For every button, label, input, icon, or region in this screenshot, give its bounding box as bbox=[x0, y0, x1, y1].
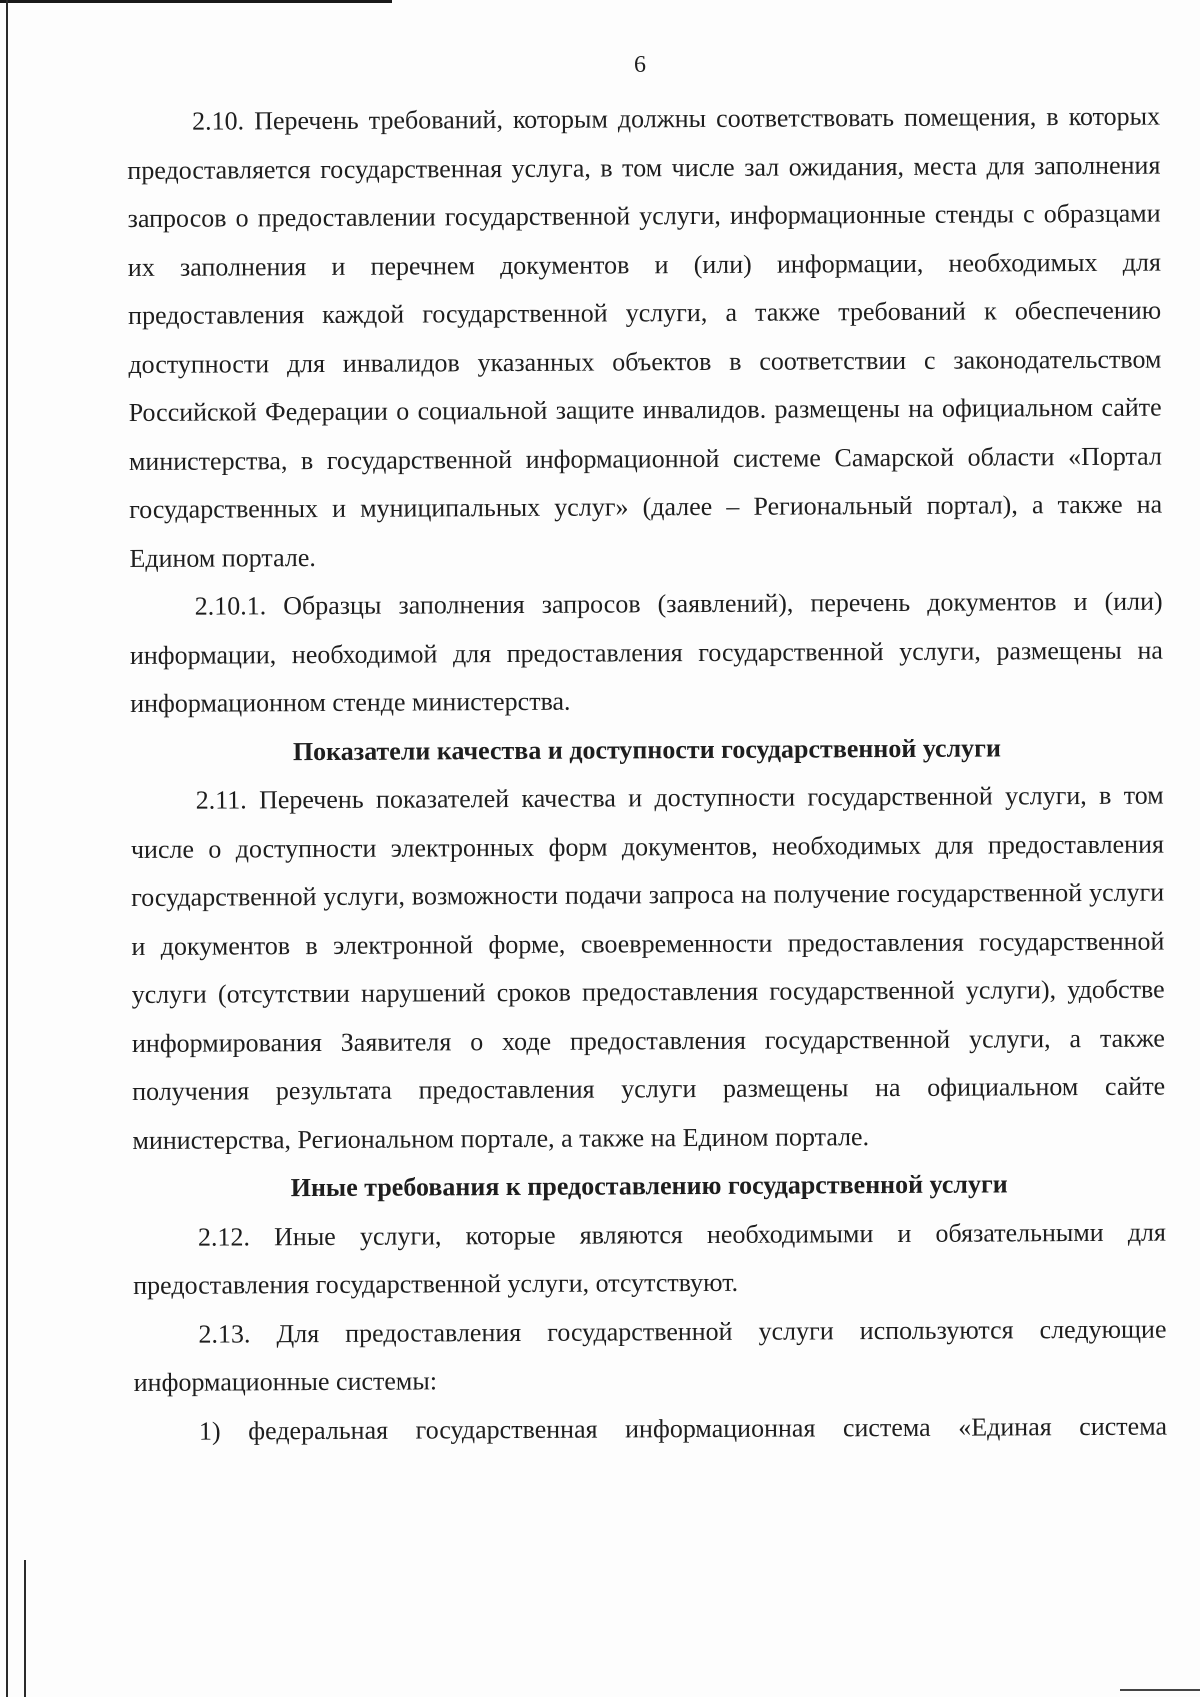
section-heading-quality: Показатели качества и доступности государственной услуги bbox=[292, 732, 1002, 766]
paragraph-2-11: 2.11. Перечень показателей качества и доступности государственной услуги, в том числе о доступности электронных форм документов, необходимых для предоставления государственной услуги, возможности подачи запроса на получение государственной услуги и документов в электронной форме, своевременности предоставления государственной услуги (отсутствии нарушений сроков предоставления государственной услуги), удобстве информирования Заявителя о ходе предоставления государственной услуги, а также получения результата предоставления услуги размещены на официальном сайте министерства, Региональном портале, а также на Едином портале. bbox=[130, 780, 1166, 1155]
list-item-1: 1) федеральная государственная информационная система «Единая система bbox=[198, 1411, 1168, 1446]
paragraph-2-13: 2.13. Для предоставления государственной услуги используются следующие информационные системы: bbox=[133, 1314, 1167, 1397]
scan-edge-bottom bbox=[1120, 1689, 1200, 1691]
paragraph-2-12: 2.12. Иные услуги, которые являются необходимыми и обязательными для предоставления государственной услуги, отсутствуют. bbox=[133, 1217, 1167, 1300]
document-body bbox=[127, 93, 1167, 1456]
paragraph-2-10-1: 2.10.1. Образцы заполнения запросов (заявлений), перечень документов и (или) информации, необходимой для предоставления государственной услуги, размещены на информационном стенде министерства. bbox=[129, 586, 1163, 718]
page-number: 6 bbox=[634, 52, 646, 78]
scan-edge-left bbox=[6, 0, 8, 1697]
scan-edge-left-lower bbox=[24, 1560, 26, 1697]
scan-edge-top bbox=[0, 0, 392, 3]
paragraph-2-10: 2.10. Перечень требований, которым должны соответствовать помещения, в которых предоставляется государственная услуга, в том числе зал ожидания, места для заполнения запросов о предоставлении государственной услуги, информационные стенды с образцами их заполнения и перечнем документов и (или) информации, необходимых для предоставления каждой государственной услуги, а также требований к обеспечению доступности для инвалидов указанных объектов в соответствии с законодательством Российской Федерации о социальной защите инвалидов. размещены на официальном сайте министерства, в государственной информационной системе Самарской области «Портал государственных и муниципальных услуг» (далее – Региональный портал), а также на Едином портале. bbox=[127, 101, 1163, 573]
section-heading-other-requirements: Иные требования к предоставлению государственной услуги bbox=[290, 1169, 1008, 1203]
